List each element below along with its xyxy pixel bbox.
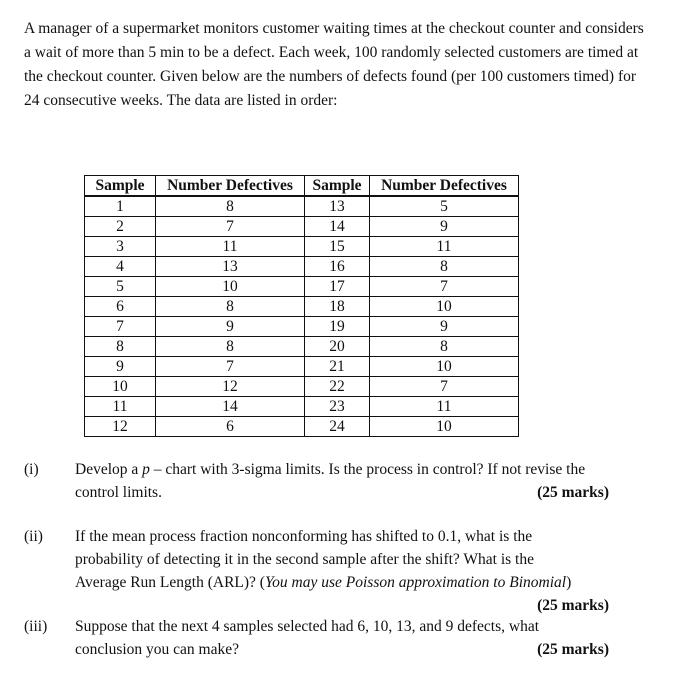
cell-defectives: 10 [370,357,519,377]
cell-defectives: 12 [156,377,305,397]
cell-defectives: 7 [370,277,519,297]
cell-sample: 11 [85,397,156,417]
question-text [75,458,635,481]
cell-defectives: 5 [370,196,519,217]
problem-intro: A manager of a supermarket monitors customer waiting times at the checkout counter and considers a wait of more than 5 min to be a defect. Each week, 100 randomly selected customers are timed at the checkout counter. Given below are the numbers of defects found (per 100 customers timed) for 24 consecutive weeks. The data are listed in order: [24,20,644,109]
marks-label: (25 marks) [537,484,609,501]
table-row [85,277,519,297]
question-text: If the mean process fraction nonconforming has shifted to 0.1, what is the [75,528,533,545]
cell-sample: 1 [85,196,156,217]
text-fragment: – chart with 3-sigma limits. Is the process in control? If not revise the [149,461,586,478]
cell-sample: 10 [85,377,156,397]
cell-defectives: 8 [156,196,305,217]
table-row [85,317,519,337]
cell-sample: 2 [85,217,156,237]
cell-sample: 4 [85,257,156,277]
table-row [85,257,519,277]
table-row [85,297,519,317]
table-row [85,217,519,237]
text-fragment-italic: You may use Poisson approximation to Binomial [264,574,567,591]
cell-defectives: 11 [370,237,519,257]
cell-defectives: 8 [156,297,305,317]
header-sample-2: Sample [305,176,370,197]
cell-defectives: 7 [156,357,305,377]
cell-defectives: 9 [156,317,305,337]
cell-sample: 20 [305,337,370,357]
cell-defectives: 10 [156,277,305,297]
cell-sample: 17 [305,277,370,297]
header-defectives-2: Number Defectives [370,176,519,197]
cell-sample: 16 [305,257,370,277]
cell-defectives: 14 [156,397,305,417]
table-row [85,196,519,217]
cell-defectives: 7 [156,217,305,237]
question-number: (i) [24,461,39,478]
cell-defectives: 10 [370,417,519,437]
cell-defectives: 10 [370,297,519,317]
cell-defectives: 11 [156,237,305,257]
table-row [85,357,519,377]
marks-label: (25 marks) [537,641,609,658]
cell-defectives: 8 [370,337,519,357]
question-body [75,525,635,594]
text-fragment: ) [566,574,572,591]
defects-table [84,175,519,437]
cell-sample: 5 [85,277,156,297]
question-number: (ii) [24,528,43,545]
text-fragment: Develop a [75,461,143,478]
header-sample-1: Sample [85,176,156,197]
cell-sample: 13 [305,196,370,217]
text-fragment: Average Run Length (ARL)? ( [75,574,265,591]
cell-defectives: 9 [370,317,519,337]
cell-sample: 22 [305,377,370,397]
question-number: (iii) [24,618,48,635]
cell-defectives: 8 [156,337,305,357]
marks-label: (25 marks) [537,597,609,614]
cell-sample: 23 [305,397,370,417]
question-text: conclusion you can make? [75,641,239,658]
cell-sample: 19 [305,317,370,337]
cell-sample: 21 [305,357,370,377]
table-header-row [85,176,519,197]
table-row [85,237,519,257]
cell-sample: 18 [305,297,370,317]
cell-sample: 9 [85,357,156,377]
question-text: control limits. [75,484,162,501]
cell-defectives: 11 [370,397,519,417]
p-symbol: p [142,461,150,478]
cell-sample: 3 [85,237,156,257]
cell-sample: 14 [305,217,370,237]
cell-sample: 7 [85,317,156,337]
cell-defectives: 9 [370,217,519,237]
cell-defectives: 6 [156,417,305,437]
question-text: Suppose that the next 4 samples selected had 6, 10, 13, and 9 defects, what [75,618,540,635]
table-body [85,196,519,437]
cell-sample: 15 [305,237,370,257]
cell-defectives: 7 [370,377,519,397]
table-row [85,417,519,437]
cell-defectives: 13 [156,257,305,277]
question-text: probability of detecting it in the second sample after the shift? What is the [75,551,534,568]
table-row [85,397,519,417]
cell-sample: 8 [85,337,156,357]
cell-sample: 6 [85,297,156,317]
cell-sample: 24 [305,417,370,437]
cell-defectives: 8 [370,257,519,277]
cell-sample: 12 [85,417,156,437]
header-defectives-1: Number Defectives [156,176,305,197]
table-row [85,377,519,397]
table-row [85,337,519,357]
question-text [75,571,635,594]
